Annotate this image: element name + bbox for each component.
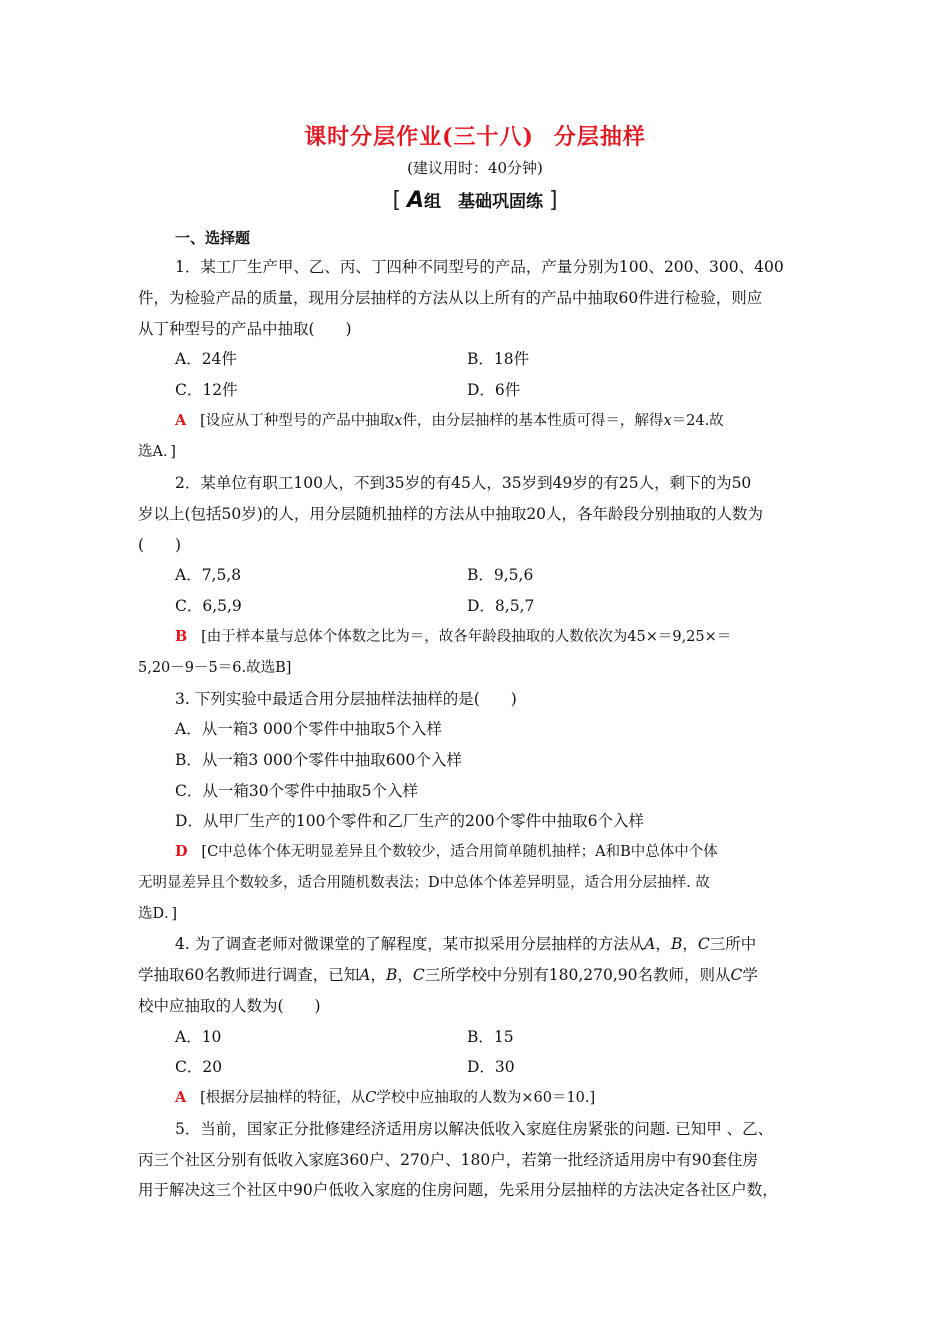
q1-option-d: D．6件 <box>467 381 521 399</box>
q4-option-a: A．10 <box>175 1028 222 1046</box>
q2-option-a: A．7,5,8 <box>175 566 242 584</box>
q3-option-d: D．从甲厂生产的100个零件和乙厂生产的200个零件中抽取6个入样 <box>175 812 644 830</box>
suggested-time: (建议用时：40分钟) <box>407 159 543 177</box>
title-main: 课时分层作业(三十八) <box>304 124 534 150</box>
q3-line1: 3. 下列实验中最适合用分层抽样法抽样的是( ) <box>175 690 517 708</box>
q2-explanation-end: 5,20－9－5＝6.故选B] <box>138 660 292 676</box>
q1-line2: 件，为检验产品的质量，现用分层抽样的方法从以上所有的产品中抽取60件进行检验，则应 <box>138 289 763 307</box>
q4-option-c: C．20 <box>175 1058 223 1076</box>
q4-line2: 学抽取60名教师进行调查，已知A，B，C三所学校中分别有180,270,90名教师，则从C学 <box>138 966 758 984</box>
q2-answer: B <box>175 628 188 645</box>
q4-option-b: B．15 <box>467 1028 514 1046</box>
q2-option-b: B．9,5,6 <box>467 566 534 584</box>
q2-option-c: C．6,5,9 <box>175 597 242 615</box>
q2-option-d: D．8,5,7 <box>467 597 535 615</box>
q5-line2: 丙三个社区分别有低收入家庭360户、270户、180户，若第一批经济适用房中有90套住房 <box>138 1151 758 1169</box>
q3-option-c: C．从一箱30个零件中抽取5个入样 <box>175 782 418 800</box>
q3-answer: D <box>175 843 188 860</box>
q1-line1: 1．某工厂生产甲、乙、丙、丁四种不同型号的产品，产量分别为100、200、300、400 <box>175 258 784 276</box>
q4-explanation: A [根据分层抽样的特征，从C学校中应抽取的人数为×60＝10.] <box>175 1089 596 1106</box>
group-a-heading: [ A组 基础巩固练 ] <box>392 188 558 213</box>
q4-answer: A <box>175 1089 187 1106</box>
q1-line3: 从丁种型号的产品中抽取( ) <box>138 320 352 338</box>
q1-explanation-end: 选A．] <box>138 444 176 460</box>
page-title <box>0 120 950 151</box>
q1-explanation: A [设应从丁种型号的产品中抽取x件，由分层抽样的基本性质可得＝，解得x＝24.故 <box>175 412 724 429</box>
q5-line3: 用于解决这三个社区中90户低收入家庭的住房问题，先采用分层抽样的方法决定各社区户数， <box>138 1181 778 1199</box>
q1-answer: A <box>175 412 187 429</box>
q3-explanation-end: 选D．] <box>138 906 178 922</box>
q3-option-b: B．从一箱3 000个零件中抽取600个入样 <box>175 751 462 769</box>
q1-option-b: B．18件 <box>467 350 530 368</box>
q1-option-c: C．12件 <box>175 381 238 399</box>
q3-option-a: A．从一箱3 000个零件中抽取5个入样 <box>175 720 442 738</box>
q4-line1: 4. 为了调查老师对微课堂的了解程度，某市拟采用分层抽样的方法从A，B，C三所中 <box>175 935 757 953</box>
q1-option-a: A．24件 <box>175 350 237 368</box>
q2-line2: 岁以上(包括50岁)的人，用分层随机抽样的方法从中抽取20人，各年龄段分别抽取的人数为 <box>138 505 764 523</box>
q2-explanation: B [由于样本量与总体个体数之比为＝，故各年龄段抽取的人数依次为45×＝9,25×＝ <box>175 628 732 645</box>
q3-explanation: D [C中总体个体无明显差异且个数较少，适合用简单随机抽样；A和B中总体中个体 <box>175 843 718 860</box>
title-topic: 分层抽样 <box>553 124 646 150</box>
q2-line3: ( ) <box>138 536 182 554</box>
q3-explanation-2: 无明显差异且个数较多，适合用随机数表法；D中总体个体差异明显，适合用分层抽样. 故 <box>138 875 710 891</box>
q5-line1: 5．当前，国家正分批修建经济适用房以解决低收入家庭住房紧张的问题. 已知甲 、乙、 <box>175 1120 774 1138</box>
q4-option-d: D．30 <box>467 1058 515 1076</box>
q2-line1: 2．某单位有职工100人，不到35岁的有45人，35岁到49岁的有25人，剩下的为50 <box>175 474 752 492</box>
q4-line3: 校中应抽取的人数为( ) <box>138 997 321 1015</box>
section-heading: 一、选择题 <box>175 229 251 247</box>
